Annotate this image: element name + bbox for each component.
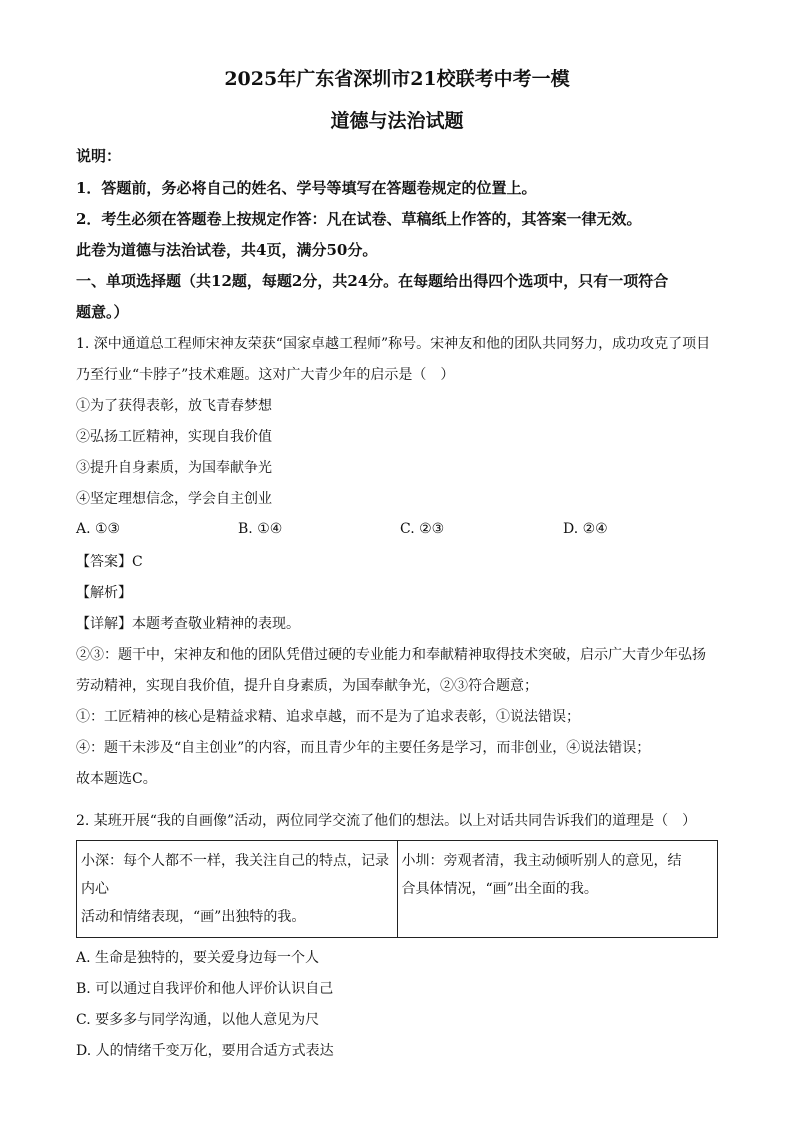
q1-statement-1: ①为了获得表彰，放飞青春梦想 [76, 398, 272, 414]
q1-statement-4: ④坚定理想信念，学会自主创业 [76, 491, 272, 507]
q1-stem-line1: 1. 深中通道总工程师宋神友荣获“国家卓越工程师”称号。宋神友和他的团队共同努力，成功攻克了项目 [76, 336, 711, 352]
q1-detail: 【详解】本题考查敬业精神的表现。 [76, 616, 300, 632]
instructions-label: 说明： [76, 147, 122, 165]
q2-right-cell-line2: 合具体情况，“画”出全面的我。 [401, 881, 598, 897]
q1-option-b: B. ①④ [238, 521, 283, 537]
q2-option-a: A. 生命是独特的，要关爱身边每一个人 [76, 950, 320, 966]
q1-explain-line2: 劳动精神，实现自我价值，提升自身素质，为国奉献争光，②③符合题意； [76, 678, 538, 694]
section-heading-line1: 一、单项选择题（共12题，每题2分，共24分。在每题给出得四个选项中，只有一项符合 [76, 272, 669, 290]
section-heading-line2: 题意。） [76, 303, 129, 321]
q2-left-cell-line1: 小深：每个人都不一样，我关注自己的特点，记录内心 [81, 853, 389, 897]
q1-option-c: C. ②③ [400, 521, 445, 537]
q2-option-d: D. 人的情绪千变万化，要用合适方式表达 [76, 1043, 334, 1059]
q2-right-cell-line1: 小圳：旁观者清，我主动倾听别人的意见，结 [401, 853, 682, 869]
q1-explain-line1: ②③：题干中，宋神友和他的团队凭借过硬的专业能力和奉献精神取得技术突破，启示广大青少年弘扬 [76, 647, 706, 663]
instruction-item-1: 1．答题前，务必将自己的姓名、学号等填写在答题卷规定的位置上。 [76, 179, 537, 197]
q1-option-d: D. ②④ [563, 521, 608, 537]
q1-option-a: A. ①③ [76, 521, 121, 537]
q1-stem-line2: 乃至行业“卡脖子”技术难题。这对广大青少年的启示是（ ） [76, 367, 455, 383]
q2-dialogue-table [76, 840, 718, 938]
q1-answer: 【答案】C [76, 554, 143, 570]
exam-summary: 此卷为道德与法治试卷，共4页，满分50分。 [76, 241, 378, 259]
q2-option-c: C. 要多多与同学沟通，以他人意见为尺 [76, 1012, 320, 1028]
q2-option-b: B. 可以通过自我评价和他人评价认识自己 [76, 981, 334, 997]
q1-analysis-label: 【解析】 [76, 585, 132, 601]
q2-stem: 2. 某班开展“我的自画像”活动，两位同学交流了他们的想法。以上对话共同告诉我们的道理是（ ） [76, 813, 697, 829]
q1-conclusion: 故本题选C。 [76, 771, 157, 787]
instruction-item-2: 2．考生必须在答题卷上按规定作答：凡在试卷、草稿纸上作答的，其答案一律无效。 [76, 210, 642, 228]
exam-subtitle: 道德与法治试题 [330, 110, 464, 132]
q1-explain-line3: ①：工匠精神的核心是精益求精、追求卓越，而不是为了追求表彰，①说法错误； [76, 709, 580, 725]
exam-title: 2025年广东省深圳市21校联考中考一模 [224, 68, 570, 90]
q2-left-cell-line2: 活动和情绪表现，“画”出独特的我。 [81, 909, 306, 925]
q1-statement-2: ②弘扬工匠精神，实现自我价值 [76, 429, 272, 445]
q2-right-cell [397, 841, 718, 938]
q1-explain-line4: ④：题干未涉及“自主创业”的内容，而且青少年的主要任务是学习，而非创业，④说法错误； [76, 740, 651, 756]
q1-statement-3: ③提升自身素质，为国奉献争光 [76, 460, 272, 476]
q2-left-cell [77, 841, 398, 938]
